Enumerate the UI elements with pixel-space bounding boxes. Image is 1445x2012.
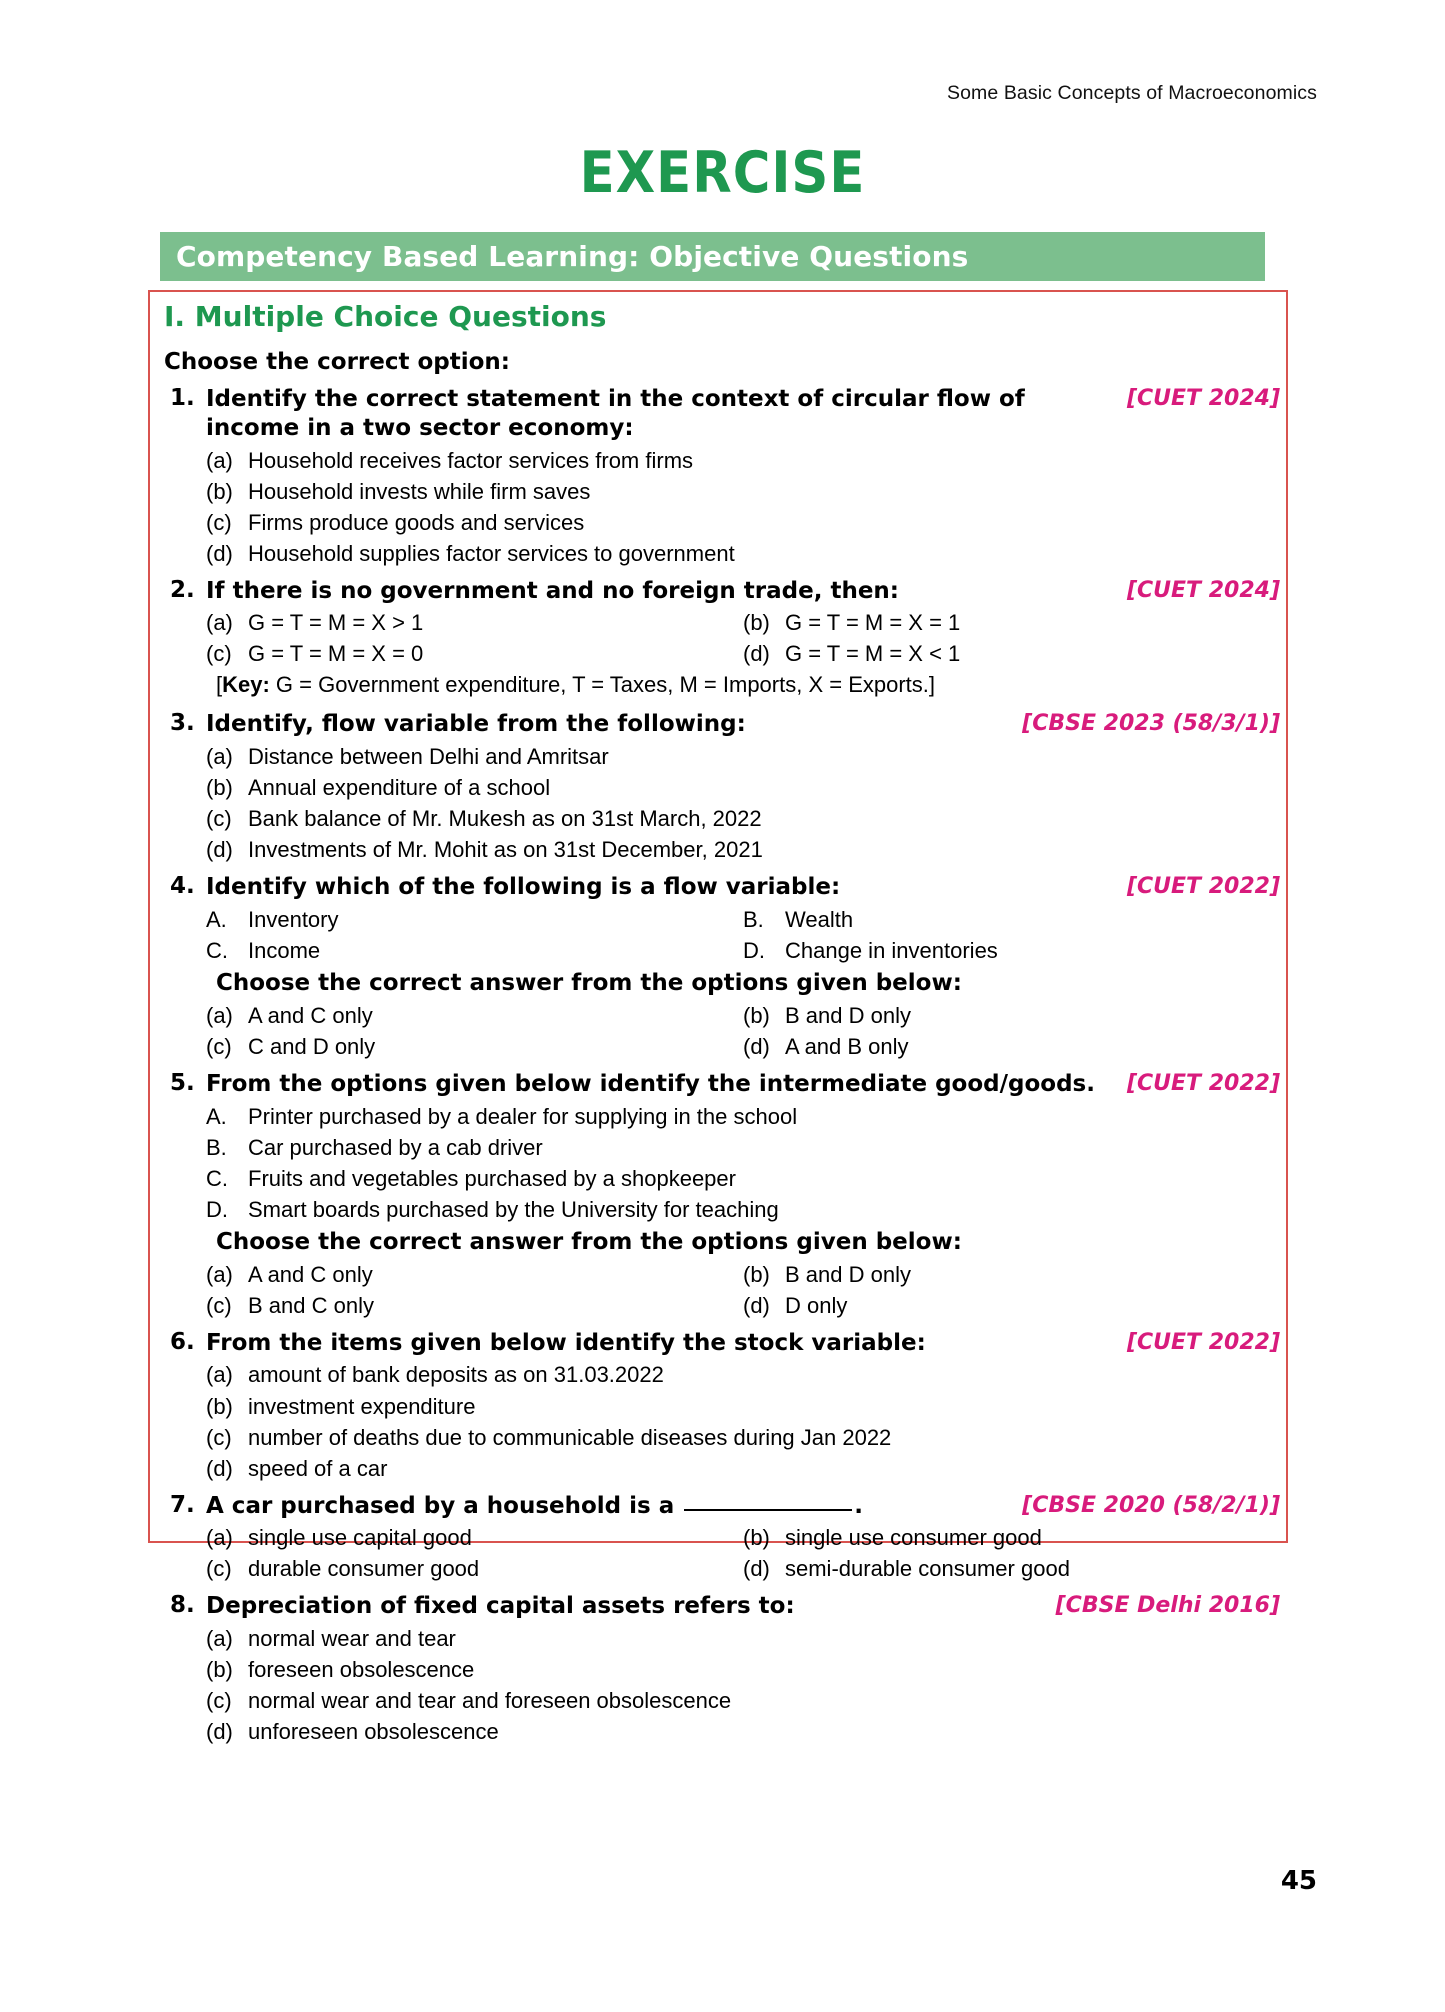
option-item[interactable]: [206, 1623, 1280, 1654]
exam-source-tag: [CUET 2022]: [1126, 1070, 1280, 1096]
option-label: (c): [206, 1556, 232, 1582]
option-label: (c): [206, 641, 232, 667]
option-text: Bank balance of Mr. Mukesh as on 31st March, 2022: [248, 805, 762, 831]
statement-item[interactable]: [206, 904, 743, 935]
option-label: (b): [206, 478, 233, 504]
option-text: Distance between Delhi and Amritsar: [248, 743, 609, 769]
key-bracket-open: [: [216, 672, 223, 698]
option-text: Household invests while firm saves: [248, 478, 591, 504]
question-number: 2.: [170, 576, 195, 603]
option-text: normal wear and tear: [248, 1626, 456, 1652]
option-text: Firms produce goods and services: [248, 509, 585, 535]
option-item[interactable]: [206, 834, 1280, 865]
question-number: 5.: [170, 1069, 195, 1096]
option-label: (c): [206, 1688, 232, 1714]
option-text: speed of a car: [248, 1455, 388, 1481]
option-item[interactable]: [206, 1654, 1280, 1685]
option-item[interactable]: [206, 607, 743, 638]
option-label: (d): [743, 641, 770, 667]
sub-instruction: Choose the correct answer from the options given below:: [216, 1228, 962, 1255]
option-item[interactable]: [206, 1031, 743, 1062]
question-number: 7.: [170, 1491, 195, 1518]
option-item[interactable]: [206, 741, 1280, 772]
section-banner: [160, 232, 1265, 281]
statement-item[interactable]: [206, 935, 743, 966]
option-item[interactable]: [206, 1359, 1280, 1390]
option-label: (c): [206, 805, 232, 831]
option-text: G = T = M = X = 1: [785, 610, 961, 636]
option-text: G = T = M = X < 1: [785, 641, 961, 667]
question-spacer: [160, 1749, 1280, 1755]
statement-item[interactable]: [206, 1101, 1280, 1132]
question-stem: [206, 1592, 1280, 1621]
option-row: [206, 607, 1280, 638]
statement-label: A.: [206, 1103, 227, 1129]
sub-instruction: Choose the correct answer from the options given below:: [216, 969, 962, 996]
option-text: durable consumer good: [248, 1556, 480, 1582]
option-row: [206, 638, 1280, 669]
statement-text: Printer purchased by a dealer for supplying in the school: [248, 1103, 798, 1129]
question-block: [160, 873, 1280, 1062]
question-stem: [206, 1492, 1280, 1521]
question-stem: [206, 710, 1280, 739]
option-text: B and D only: [785, 1261, 911, 1287]
option-text: single use consumer good: [785, 1525, 1042, 1551]
option-item[interactable]: [206, 1422, 1280, 1453]
option-item[interactable]: [206, 1716, 1280, 1747]
option-text: Annual expenditure of a school: [248, 774, 551, 800]
option-item[interactable]: [206, 1000, 743, 1031]
section-banner-label: Competency Based Learning: Objective Questions: [176, 240, 969, 273]
question-block: [160, 577, 1280, 702]
option-row: [206, 1522, 1280, 1553]
option-label: (a): [206, 1261, 233, 1287]
statement-text: Wealth: [785, 906, 854, 932]
option-row: [206, 1259, 1280, 1290]
question-stem-text: Identify the correct statement in the context of circular flow of income in a two sector economy:: [206, 386, 1025, 441]
question-block: [160, 385, 1280, 569]
question-number: 3.: [170, 710, 195, 737]
question-stem-text: Depreciation of fixed capital assets refers to:: [206, 1593, 795, 1620]
question-number: 8.: [170, 1592, 195, 1619]
question-list: [160, 385, 1280, 1755]
statement-group: [206, 1101, 1280, 1225]
option-item[interactable]: [206, 1522, 743, 1553]
option-item[interactable]: [206, 1553, 743, 1584]
page-number: 45: [1280, 1866, 1317, 1896]
option-row: [206, 1000, 1280, 1031]
option-label: (a): [206, 447, 233, 473]
option-group: [206, 1623, 1280, 1747]
statement-text: Change in inventories: [785, 937, 998, 963]
option-label: (b): [206, 774, 233, 800]
exam-source-tag: [CUET 2024]: [1126, 386, 1280, 411]
question-stem-text: From the items given below identify the stock variable:: [206, 1329, 926, 1356]
option-text: G = T = M = X = 0: [248, 641, 424, 667]
option-label: (a): [206, 1525, 233, 1551]
question-block: [160, 1592, 1280, 1747]
question-stem-text: If there is no government and no foreign trade, then:: [206, 577, 899, 604]
option-row: [206, 1553, 1280, 1584]
option-row: [206, 904, 1280, 935]
question-stem-text: Identify which of the following is a flow variable:: [206, 873, 841, 900]
option-item[interactable]: [206, 803, 1280, 834]
option-label: (d): [206, 540, 233, 566]
exam-source-tag: [CBSE Delhi 2016]: [1055, 1593, 1280, 1619]
option-label: (a): [206, 610, 233, 636]
option-text: unforeseen obsolescence: [248, 1719, 499, 1745]
option-text: semi-durable consumer good: [785, 1556, 1070, 1582]
content-area: [160, 300, 1280, 1755]
question-block: [160, 1329, 1280, 1484]
option-text: amount of bank deposits as on 31.03.2022: [248, 1362, 664, 1388]
option-item[interactable]: [206, 1259, 743, 1290]
statement-text: Smart boards purchased by the University for teaching: [248, 1196, 779, 1222]
question-stem-text: Identify, flow variable from the following:: [206, 711, 746, 738]
option-item[interactable]: [743, 1553, 1280, 1584]
page-title: EXERCISE: [579, 140, 866, 206]
option-text: D only: [785, 1292, 848, 1318]
running-head: Some Basic Concepts of Macroeconomics: [946, 82, 1317, 104]
statement-label: C.: [206, 1165, 228, 1191]
option-label: (b): [206, 1657, 233, 1683]
statement-text: Car purchased by a cab driver: [248, 1134, 543, 1160]
option-text: A and C only: [248, 1261, 373, 1287]
option-label: (b): [743, 1261, 770, 1287]
statement-text: Income: [248, 937, 321, 963]
option-text: B and C only: [248, 1292, 374, 1318]
option-item[interactable]: [743, 1522, 1280, 1553]
key-text: G = Government expenditure, T = Taxes, M = Imports, X = Exports.]: [269, 672, 936, 698]
question-number: 1.: [170, 385, 195, 411]
option-item[interactable]: [206, 476, 1280, 507]
option-item[interactable]: [206, 507, 1280, 538]
statement-item[interactable]: [743, 904, 1280, 935]
exam-source-tag: [CBSE 2020 (58/2/1)]: [1022, 1492, 1280, 1518]
option-item[interactable]: [206, 1290, 743, 1321]
option-text: C and D only: [248, 1033, 376, 1059]
option-row: [206, 935, 1280, 966]
option-text: Household supplies factor services to government: [248, 540, 735, 566]
option-row: [206, 1290, 1280, 1321]
option-text: B and D only: [785, 1002, 911, 1028]
exam-source-tag: [CUET 2024]: [1126, 577, 1280, 603]
option-item[interactable]: [743, 638, 1280, 669]
option-label: (b): [743, 1525, 770, 1551]
mcq-section-heading: I. Multiple Choice Questions: [164, 300, 607, 333]
option-label: (c): [206, 1292, 232, 1318]
option-label: (a): [206, 1002, 233, 1028]
option-group: [206, 607, 1280, 669]
option-label: (c): [206, 509, 232, 535]
option-text: single use capital good: [248, 1525, 472, 1551]
option-text: investment expenditure: [248, 1393, 476, 1419]
statement-item[interactable]: [206, 1132, 1280, 1163]
option-item[interactable]: [743, 1031, 1280, 1062]
option-row: [206, 1031, 1280, 1062]
statement-item[interactable]: [743, 935, 1280, 966]
option-label: (d): [206, 836, 233, 862]
question-number: 4.: [170, 872, 195, 899]
question-block: [160, 1070, 1280, 1321]
option-item[interactable]: [206, 445, 1280, 476]
statement-group: [206, 904, 1280, 966]
option-item[interactable]: [206, 1685, 1280, 1716]
exam-source-tag: [CBSE 2023 (58/3/1)]: [1022, 711, 1280, 737]
option-group: [206, 741, 1280, 865]
option-item[interactable]: [206, 1453, 1280, 1484]
option-label: (b): [206, 1393, 233, 1419]
option-label: (a): [206, 1362, 233, 1388]
option-text: A and C only: [248, 1002, 373, 1028]
question-stem: [206, 385, 1280, 443]
statement-label: B.: [206, 1134, 227, 1160]
option-text: G = T = M = X > 1: [248, 610, 424, 636]
option-text: normal wear and tear and foreseen obsolescence: [248, 1688, 732, 1714]
option-group: [206, 445, 1280, 569]
option-item[interactable]: [743, 607, 1280, 638]
option-item[interactable]: [206, 772, 1280, 803]
option-label: (c): [206, 1424, 232, 1450]
statement-label: D.: [206, 1196, 228, 1222]
option-item[interactable]: [743, 1259, 1280, 1290]
exam-source-tag: [CUET 2022]: [1126, 1329, 1280, 1355]
option-item[interactable]: [743, 1000, 1280, 1031]
option-text: Investments of Mr. Mohit as on 31st December, 2021: [248, 836, 763, 862]
option-group: [206, 1522, 1280, 1584]
option-label: (d): [206, 1455, 233, 1481]
question-stem-text: A car purchased by a household is a: [206, 1492, 683, 1519]
statement-item[interactable]: [206, 1163, 1280, 1194]
option-text: Household receives factor services from firms: [248, 447, 694, 473]
exam-source-tag: [CUET 2022]: [1126, 873, 1280, 899]
option-label: (d): [743, 1033, 770, 1059]
option-group: [206, 1359, 1280, 1483]
question-block: [160, 710, 1280, 865]
question-stem: [206, 873, 1280, 902]
statement-text: Fruits and vegetables purchased by a shopkeeper: [248, 1165, 736, 1191]
option-item[interactable]: [206, 538, 1280, 569]
question-stem: [206, 1329, 1280, 1358]
statement-label: B.: [743, 906, 764, 932]
option-label: (b): [743, 1002, 770, 1028]
question-stem-text: From the options given below identify the intermediate good/goods.: [206, 1070, 1095, 1097]
statement-label: C.: [206, 937, 228, 963]
question-block: [160, 1492, 1280, 1585]
option-item[interactable]: [743, 1290, 1280, 1321]
question-stem-text-end: .: [854, 1492, 864, 1519]
option-item[interactable]: [206, 638, 743, 669]
key-note: [206, 669, 1280, 702]
statement-label: D.: [743, 937, 765, 963]
option-label: (a): [206, 1626, 233, 1652]
option-label: (b): [743, 610, 770, 636]
option-item[interactable]: [206, 1391, 1280, 1422]
fill-in-blank[interactable]: [684, 1509, 852, 1511]
question-number: 6.: [170, 1328, 195, 1355]
question-stem: [206, 1070, 1280, 1099]
option-text: A and B only: [785, 1033, 909, 1059]
option-label: (d): [743, 1292, 770, 1318]
option-label: (d): [743, 1556, 770, 1582]
option-label: (a): [206, 743, 233, 769]
option-label: (c): [206, 1033, 232, 1059]
statement-text: Inventory: [248, 906, 339, 932]
question-stem: [206, 577, 1280, 606]
statement-item[interactable]: [206, 1194, 1280, 1225]
statement-label: A.: [206, 906, 227, 932]
option-group: [206, 1259, 1280, 1321]
option-text: foreseen obsolescence: [248, 1657, 475, 1683]
mcq-lead-in: Choose the correct option:: [164, 349, 510, 375]
key-label: Key:: [222, 672, 270, 698]
option-group: [206, 1000, 1280, 1062]
option-label: (d): [206, 1719, 233, 1745]
option-text: number of deaths due to communicable diseases during Jan 2022: [248, 1424, 892, 1450]
